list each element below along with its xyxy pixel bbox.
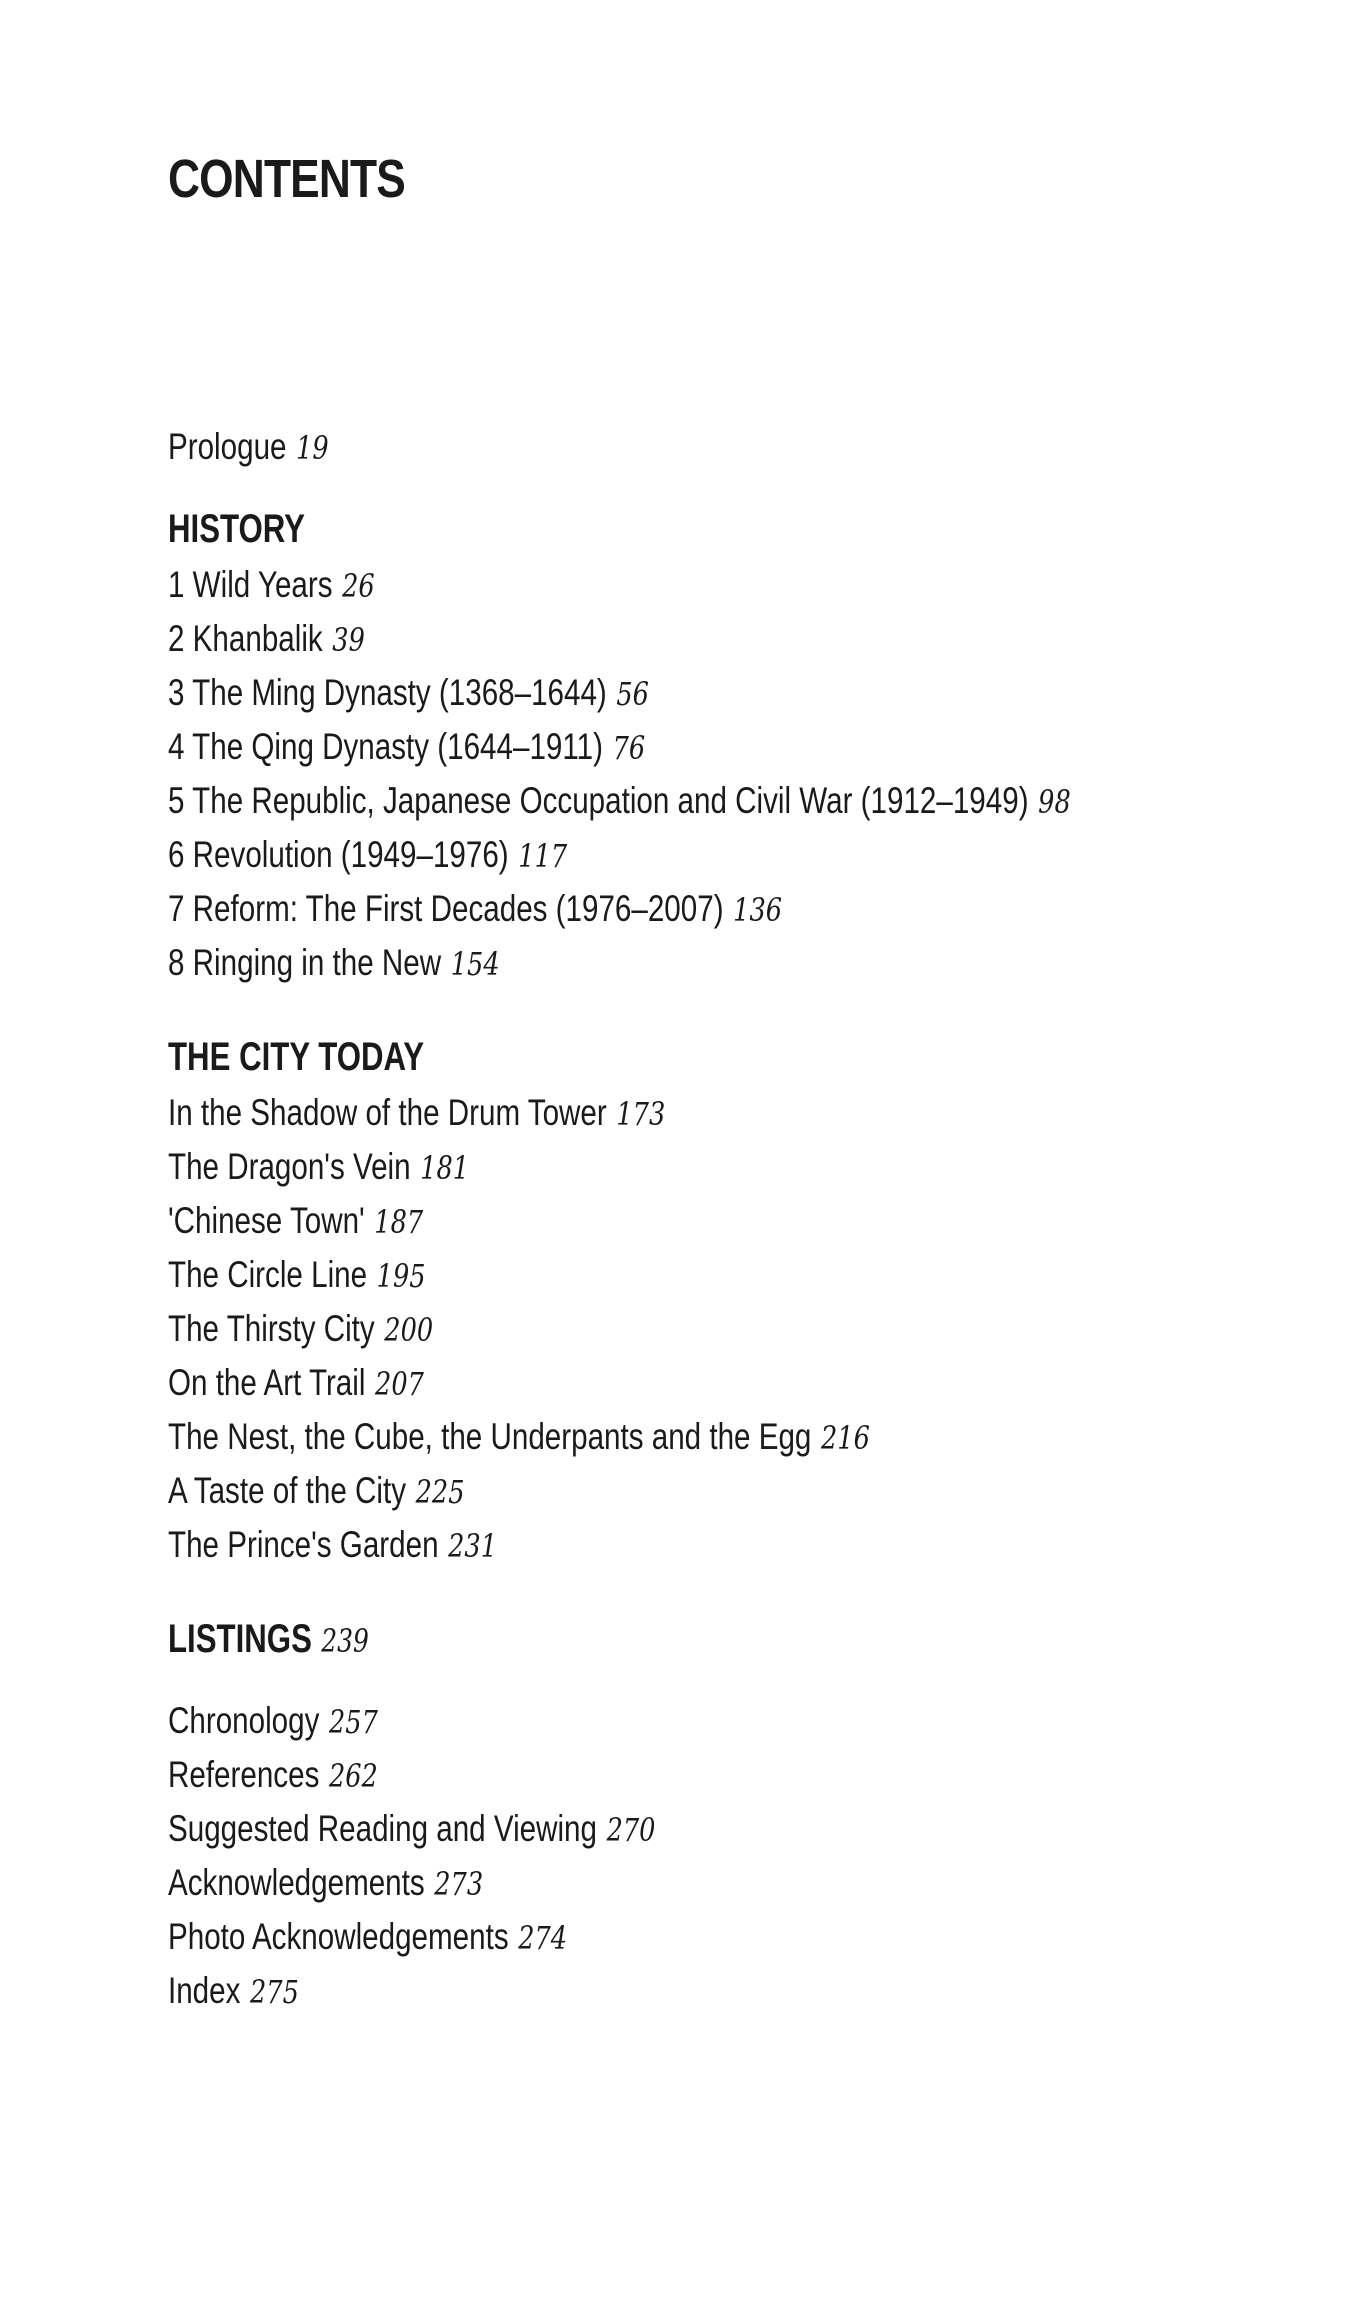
toc-entry-page-number: 231 — [448, 1527, 497, 1565]
toc-entry[interactable] — [168, 936, 1071, 990]
table-of-contents — [168, 420, 1296, 2018]
toc-entry-label: The Circle Line — [168, 1254, 368, 1295]
section-heading-city-today: THE CITY TODAY — [168, 1035, 425, 1079]
toc-entry-page-number: 19 — [296, 429, 329, 467]
history-list — [168, 558, 1296, 990]
toc-entry[interactable] — [168, 1410, 1071, 1464]
toc-entry[interactable] — [168, 1802, 1071, 1856]
toc-entry-page-number: 207 — [375, 1365, 424, 1403]
toc-entry-page-number: 154 — [450, 945, 500, 983]
toc-entry-label: Suggested Reading and Viewing — [168, 1808, 597, 1849]
toc-entry-label: Prologue — [168, 426, 287, 467]
toc-entry-label: 4 The Qing Dynasty (1644–1911) — [168, 726, 603, 767]
listings-list — [168, 1694, 1296, 2018]
toc-entry-label: The Nest, the Cube, the Underpants and the Egg — [168, 1416, 812, 1457]
toc-entry[interactable] — [168, 612, 1071, 666]
toc-entry-label: Chronology — [168, 1700, 320, 1741]
toc-entry-label: 7 Reform: The First Decades (1976–2007) — [168, 888, 724, 929]
toc-entry-label: 'Chinese Town' — [168, 1200, 365, 1241]
toc-entry-page-number: 181 — [420, 1149, 470, 1187]
section-heading-label: LISTINGS — [168, 1617, 312, 1661]
toc-entry[interactable] — [168, 1694, 1071, 1748]
toc-entry-label: 3 The Ming Dynasty (1368–1644) — [168, 672, 607, 713]
toc-entry-page-number: 76 — [612, 729, 646, 767]
toc-entry-page-number: 273 — [434, 1865, 484, 1903]
toc-entry-label: On the Art Trail — [168, 1362, 366, 1403]
city-today-list — [168, 1086, 1296, 1572]
toc-entry-page-number: 56 — [616, 675, 649, 713]
toc-entry-page-number: 225 — [415, 1473, 465, 1511]
toc-entry-label: 6 Revolution (1949–1976) — [168, 834, 509, 875]
toc-entry[interactable] — [168, 1302, 1071, 1356]
toc-entry[interactable] — [168, 882, 1071, 936]
toc-entry[interactable] — [168, 1140, 1071, 1194]
toc-entry-page-number: 136 — [733, 891, 783, 929]
toc-entry-page-number: 187 — [374, 1203, 424, 1241]
toc-entry-label: Photo Acknowledgements — [168, 1916, 509, 1957]
toc-entry[interactable] — [168, 774, 1071, 828]
toc-entry[interactable] — [168, 1964, 1071, 2018]
toc-entry-page-number: 270 — [606, 1811, 656, 1849]
toc-entry[interactable] — [168, 720, 1071, 774]
toc-entry-label: A Taste of the City — [168, 1470, 407, 1511]
toc-entry-page-number: 117 — [518, 837, 568, 875]
toc-entry-page-number: 200 — [384, 1311, 434, 1349]
toc-entry[interactable] — [168, 1248, 1071, 1302]
toc-entry[interactable] — [168, 1464, 1071, 1518]
toc-entry[interactable] — [168, 828, 1071, 882]
toc-entry-page-number: 274 — [518, 1919, 568, 1957]
toc-entry-label: In the Shadow of the Drum Tower — [168, 1092, 607, 1133]
toc-entry[interactable] — [168, 1356, 1071, 1410]
toc-entry-label: 1 Wild Years — [168, 564, 333, 605]
toc-entry[interactable] — [168, 1518, 1071, 1572]
toc-entry[interactable] — [168, 1748, 1071, 1802]
toc-entry-label: The Prince's Garden — [168, 1524, 439, 1565]
toc-entry-page-number: 216 — [821, 1419, 870, 1457]
section-heading-history: HISTORY — [168, 507, 305, 551]
toc-entry[interactable] — [168, 1194, 1071, 1248]
toc-entry-label: Index — [168, 1970, 241, 2011]
section-heading-listings[interactable] — [168, 1612, 1048, 1666]
page-title: CONTENTS — [168, 149, 405, 209]
toc-entry[interactable] — [168, 666, 1071, 720]
toc-entry[interactable] — [168, 1086, 1071, 1140]
toc-entry-prologue[interactable] — [168, 420, 1071, 474]
section-heading-page-number: 239 — [321, 1622, 369, 1660]
toc-entry-page-number: 262 — [328, 1757, 378, 1795]
toc-entry-label: 8 Ringing in the New — [168, 942, 442, 983]
toc-entry-label: The Dragon's Vein — [168, 1146, 411, 1187]
toc-entry-label: 5 The Republic, Japanese Occupation and Civil War (1912–1949) — [168, 780, 1029, 821]
toc-entry-page-number: 98 — [1038, 783, 1071, 821]
toc-entry[interactable] — [168, 558, 1071, 612]
toc-entry-page-number: 39 — [332, 621, 365, 659]
toc-entry-page-number: 26 — [342, 567, 375, 605]
toc-entry-label: Acknowledgements — [168, 1862, 425, 1903]
toc-entry-label: References — [168, 1754, 320, 1795]
toc-entry-label: The Thirsty City — [168, 1308, 375, 1349]
toc-entry[interactable] — [168, 1910, 1071, 1964]
toc-entry-label: 2 Khanbalik — [168, 618, 323, 659]
toc-entry-page-number: 257 — [328, 1703, 378, 1741]
toc-entry-page-number: 275 — [250, 1973, 299, 2011]
toc-entry[interactable] — [168, 1856, 1071, 1910]
toc-entry-page-number: 195 — [376, 1257, 426, 1295]
toc-entry-page-number: 173 — [616, 1095, 666, 1133]
